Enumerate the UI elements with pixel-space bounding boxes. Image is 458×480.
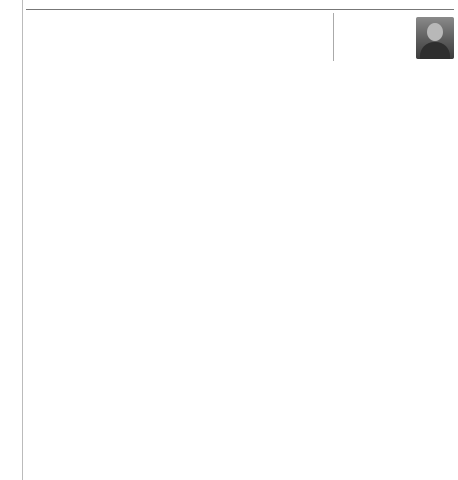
page-content: [26, 0, 454, 61]
section-divider: [26, 9, 454, 10]
photo-head-shape: [427, 23, 443, 41]
news-brief: [333, 13, 454, 61]
bottom-section: [26, 13, 454, 61]
photo-shoulders-shape: [420, 42, 450, 59]
photo-block: [416, 17, 454, 59]
health-article: [26, 13, 325, 61]
claudia-garcia-photo: [416, 17, 454, 59]
page-sidebar: [0, 0, 23, 480]
